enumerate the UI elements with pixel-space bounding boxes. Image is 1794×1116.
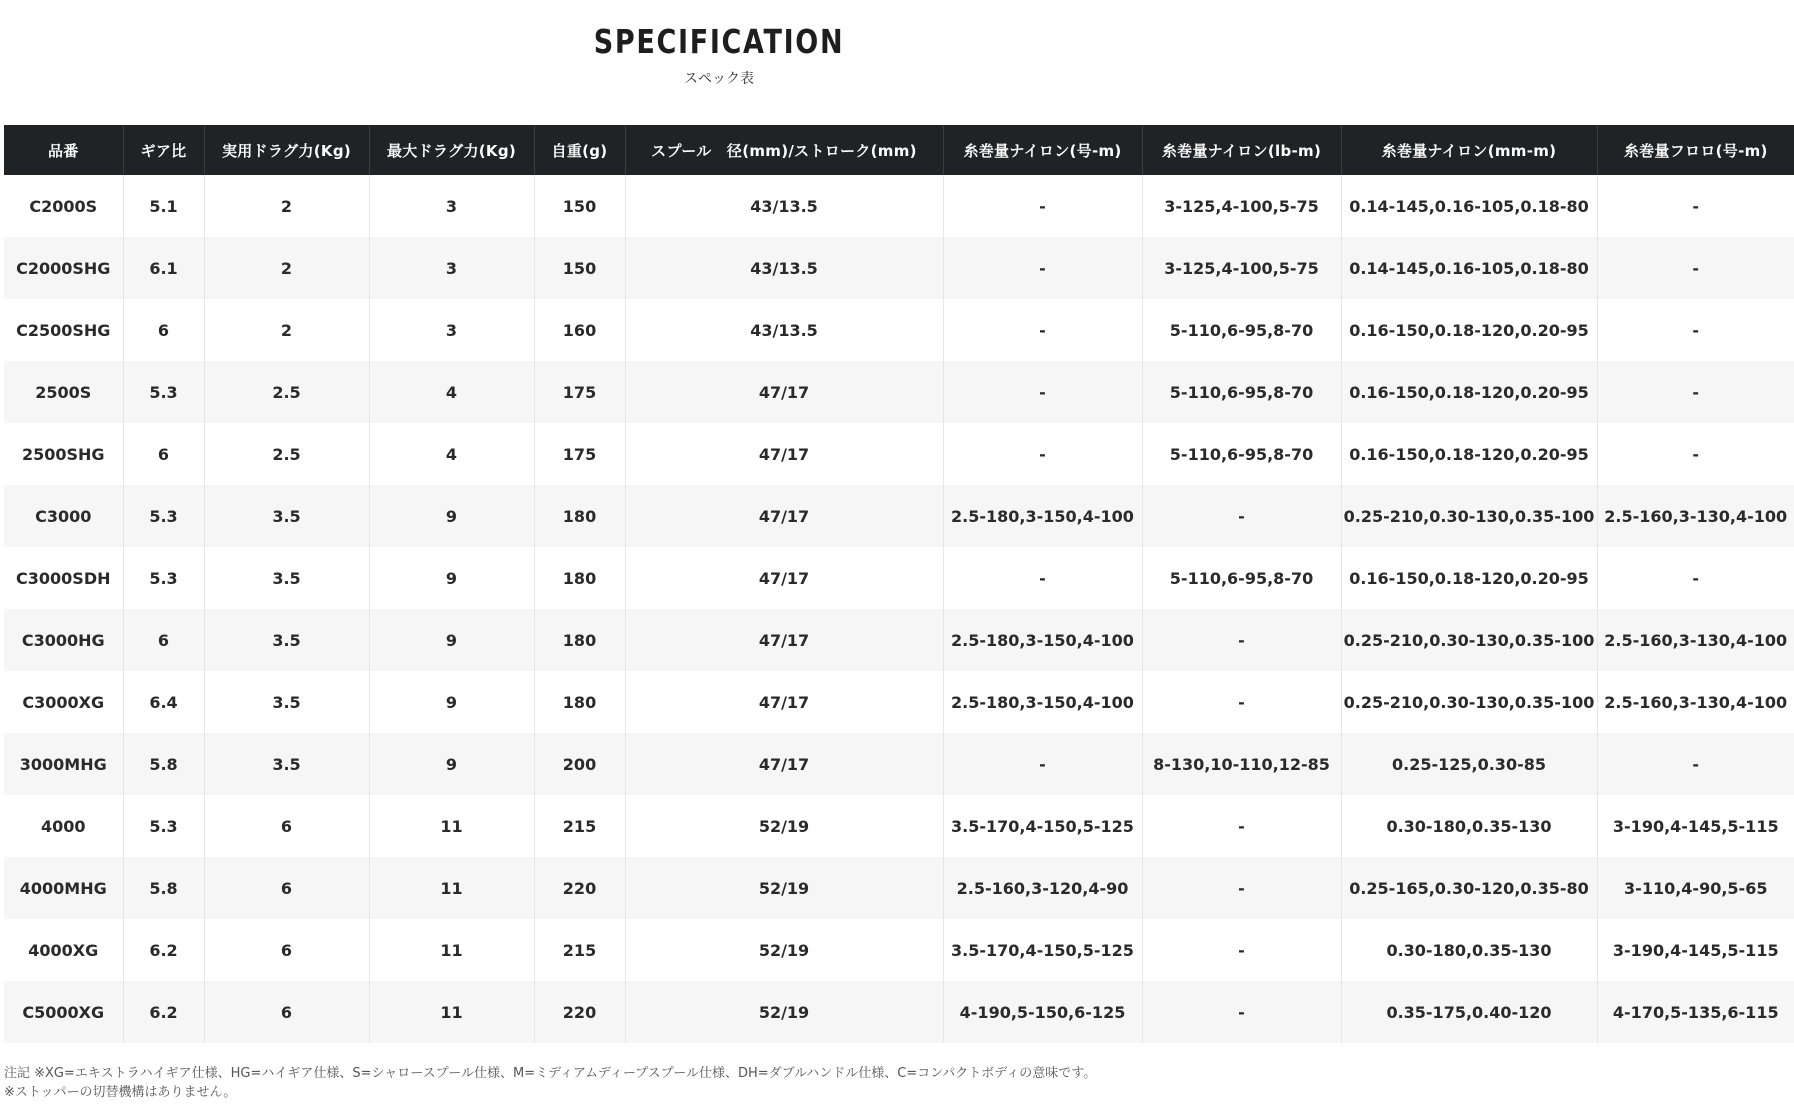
table-cell: 3.5 bbox=[204, 547, 369, 609]
table-cell: 11 bbox=[369, 981, 534, 1043]
table-cell: 150 bbox=[534, 175, 625, 237]
table-cell: 2.5-180,3-150,4-100 bbox=[943, 671, 1142, 733]
table-row bbox=[4, 547, 1794, 609]
table-cell: - bbox=[1142, 609, 1341, 671]
table-cell: 4-170,5-135,6-115 bbox=[1597, 981, 1794, 1043]
table-cell: 215 bbox=[534, 919, 625, 981]
table-cell: 3.5-170,4-150,5-125 bbox=[943, 919, 1142, 981]
table-cell: - bbox=[943, 733, 1142, 795]
table-cell: - bbox=[1142, 981, 1341, 1043]
table-cell: 6.2 bbox=[123, 981, 204, 1043]
table-cell: 9 bbox=[369, 547, 534, 609]
table-cell: 2.5-180,3-150,4-100 bbox=[943, 485, 1142, 547]
page-title: SPECIFICATION bbox=[593, 22, 845, 61]
table-cell: 215 bbox=[534, 795, 625, 857]
spec-table-container bbox=[4, 125, 1794, 1043]
table-cell: - bbox=[1142, 671, 1341, 733]
table-cell: 2.5-160,3-130,4-100 bbox=[1597, 609, 1794, 671]
table-cell: 3.5 bbox=[204, 609, 369, 671]
table-cell: 47/17 bbox=[625, 609, 943, 671]
table-row bbox=[4, 175, 1794, 237]
table-cell: 47/17 bbox=[625, 547, 943, 609]
model-cell: C2500SHG bbox=[4, 299, 123, 361]
table-row bbox=[4, 237, 1794, 299]
table-cell: 0.30-180,0.35-130 bbox=[1341, 795, 1597, 857]
table-cell: - bbox=[1142, 795, 1341, 857]
table-cell: 3.5 bbox=[204, 671, 369, 733]
table-cell: - bbox=[943, 237, 1142, 299]
table-cell: 2.5-160,3-120,4-90 bbox=[943, 857, 1142, 919]
table-cell: 0.35-175,0.40-120 bbox=[1341, 981, 1597, 1043]
model-cell: 4000MHG bbox=[4, 857, 123, 919]
table-row bbox=[4, 857, 1794, 919]
table-header-row bbox=[4, 125, 1794, 175]
column-header: 糸巻量ナイロン(lb-m) bbox=[1142, 125, 1341, 175]
table-cell: 0.16-150,0.18-120,0.20-95 bbox=[1341, 299, 1597, 361]
table-cell: 2 bbox=[204, 299, 369, 361]
table-cell: 9 bbox=[369, 671, 534, 733]
table-cell: - bbox=[1597, 237, 1794, 299]
table-row bbox=[4, 919, 1794, 981]
table-cell: 200 bbox=[534, 733, 625, 795]
model-cell: 3000MHG bbox=[4, 733, 123, 795]
table-cell: 3.5 bbox=[204, 485, 369, 547]
table-cell: 175 bbox=[534, 361, 625, 423]
column-header: スプール 径(mm)/ストローク(mm) bbox=[625, 125, 943, 175]
table-cell: 5.3 bbox=[123, 547, 204, 609]
table-cell: 180 bbox=[534, 485, 625, 547]
model-cell: C3000 bbox=[4, 485, 123, 547]
table-cell: 3 bbox=[369, 175, 534, 237]
table-cell: 0.14-145,0.16-105,0.18-80 bbox=[1341, 175, 1597, 237]
table-cell: 0.30-180,0.35-130 bbox=[1341, 919, 1597, 981]
table-cell: 9 bbox=[369, 485, 534, 547]
table-cell: 9 bbox=[369, 609, 534, 671]
table-cell: 160 bbox=[534, 299, 625, 361]
table-cell: 2.5-160,3-130,4-100 bbox=[1597, 671, 1794, 733]
table-cell: 0.25-165,0.30-120,0.35-80 bbox=[1341, 857, 1597, 919]
table-cell: 6 bbox=[204, 981, 369, 1043]
table-row bbox=[4, 795, 1794, 857]
table-row bbox=[4, 299, 1794, 361]
table-cell: 4 bbox=[369, 423, 534, 485]
table-cell: - bbox=[943, 175, 1142, 237]
model-cell: C3000XG bbox=[4, 671, 123, 733]
table-cell: 5-110,6-95,8-70 bbox=[1142, 299, 1341, 361]
table-cell: 6 bbox=[123, 609, 204, 671]
table-cell: 5.3 bbox=[123, 485, 204, 547]
table-cell: 9 bbox=[369, 733, 534, 795]
table-cell: 47/17 bbox=[625, 485, 943, 547]
table-cell: 47/17 bbox=[625, 733, 943, 795]
table-cell: 3 bbox=[369, 237, 534, 299]
table-cell: - bbox=[943, 423, 1142, 485]
note-line: 注記 ※XG=エキストラハイギア仕様、HG=ハイギア仕様、S=シャロースプール仕様、M=ミディアムディープスプール仕様、DH=ダブルハンドル仕様、C=コンパクトボディの意味です。 bbox=[4, 1066, 1097, 1081]
table-cell: - bbox=[1597, 547, 1794, 609]
table-cell: 0.16-150,0.18-120,0.20-95 bbox=[1341, 361, 1597, 423]
table-cell: 52/19 bbox=[625, 919, 943, 981]
table-row bbox=[4, 361, 1794, 423]
column-header: 糸巻量ナイロン(号-m) bbox=[943, 125, 1142, 175]
table-cell: 3-125,4-100,5-75 bbox=[1142, 237, 1341, 299]
column-header: 糸巻量ナイロン(mm-m) bbox=[1341, 125, 1597, 175]
table-cell: 11 bbox=[369, 857, 534, 919]
table-cell: - bbox=[1597, 733, 1794, 795]
table-cell: 52/19 bbox=[625, 795, 943, 857]
table-row bbox=[4, 981, 1794, 1043]
model-cell: 2500SHG bbox=[4, 423, 123, 485]
table-cell: 3.5 bbox=[204, 733, 369, 795]
table-cell: 47/17 bbox=[625, 671, 943, 733]
table-cell: - bbox=[1142, 485, 1341, 547]
table-cell: 5.8 bbox=[123, 857, 204, 919]
table-cell: 6 bbox=[123, 423, 204, 485]
table-row bbox=[4, 671, 1794, 733]
table-cell: 6.4 bbox=[123, 671, 204, 733]
table-cell: 43/13.5 bbox=[625, 237, 943, 299]
table-cell: 5.3 bbox=[123, 361, 204, 423]
model-cell: 4000 bbox=[4, 795, 123, 857]
table-cell: 6.1 bbox=[123, 237, 204, 299]
table-cell: 5.8 bbox=[123, 733, 204, 795]
table-cell: 5-110,6-95,8-70 bbox=[1142, 361, 1341, 423]
table-cell: 6 bbox=[123, 299, 204, 361]
table-cell: - bbox=[943, 547, 1142, 609]
table-cell: 11 bbox=[369, 919, 534, 981]
table-cell: 43/13.5 bbox=[625, 299, 943, 361]
column-header: 実用ドラグ力(Kg) bbox=[204, 125, 369, 175]
spec-table bbox=[4, 125, 1794, 1043]
table-row bbox=[4, 733, 1794, 795]
table-cell: 47/17 bbox=[625, 361, 943, 423]
table-cell: 0.16-150,0.18-120,0.20-95 bbox=[1341, 547, 1597, 609]
table-cell: 6 bbox=[204, 857, 369, 919]
table-cell: 8-130,10-110,12-85 bbox=[1142, 733, 1341, 795]
table-cell: - bbox=[943, 361, 1142, 423]
table-cell: 52/19 bbox=[625, 857, 943, 919]
table-cell: - bbox=[1597, 423, 1794, 485]
column-header: 糸巻量フロロ(号-m) bbox=[1597, 125, 1794, 175]
column-header: ギア比 bbox=[123, 125, 204, 175]
table-cell: 47/17 bbox=[625, 423, 943, 485]
table-cell: - bbox=[1597, 175, 1794, 237]
table-cell: 2 bbox=[204, 237, 369, 299]
table-cell: 150 bbox=[534, 237, 625, 299]
table-cell: 0.14-145,0.16-105,0.18-80 bbox=[1341, 237, 1597, 299]
table-cell: - bbox=[1597, 361, 1794, 423]
table-cell: - bbox=[1597, 299, 1794, 361]
model-cell: 2500S bbox=[4, 361, 123, 423]
model-cell: C2000SHG bbox=[4, 237, 123, 299]
table-cell: 5-110,6-95,8-70 bbox=[1142, 547, 1341, 609]
table-cell: 3-110,4-90,5-65 bbox=[1597, 857, 1794, 919]
note-line: ※ストッパーの切替機構はありません。 bbox=[4, 1085, 237, 1100]
table-row bbox=[4, 423, 1794, 485]
table-cell: - bbox=[1142, 919, 1341, 981]
table-cell: 2.5 bbox=[204, 423, 369, 485]
table-cell: 4 bbox=[369, 361, 534, 423]
table-cell: 6 bbox=[204, 919, 369, 981]
table-body bbox=[4, 175, 1794, 1043]
table-cell: 6.2 bbox=[123, 919, 204, 981]
table-cell: 180 bbox=[534, 547, 625, 609]
model-cell: C2000S bbox=[4, 175, 123, 237]
table-cell: 2.5-180,3-150,4-100 bbox=[943, 609, 1142, 671]
table-cell: 5.1 bbox=[123, 175, 204, 237]
table-cell: - bbox=[1142, 857, 1341, 919]
table-cell: 0.25-210,0.30-130,0.35-100 bbox=[1341, 609, 1597, 671]
model-cell: C5000XG bbox=[4, 981, 123, 1043]
column-header: 品番 bbox=[4, 125, 123, 175]
table-cell: 4-190,5-150,6-125 bbox=[943, 981, 1142, 1043]
table-cell: 5-110,6-95,8-70 bbox=[1142, 423, 1341, 485]
column-header: 自重(g) bbox=[534, 125, 625, 175]
table-cell: 2.5 bbox=[204, 361, 369, 423]
table-cell: 2 bbox=[204, 175, 369, 237]
model-cell: C3000HG bbox=[4, 609, 123, 671]
table-cell: 11 bbox=[369, 795, 534, 857]
table-cell: 3.5-170,4-150,5-125 bbox=[943, 795, 1142, 857]
model-cell: C3000SDH bbox=[4, 547, 123, 609]
table-cell: 43/13.5 bbox=[625, 175, 943, 237]
table-cell: 3-190,4-145,5-115 bbox=[1597, 919, 1794, 981]
table-cell: 3-190,4-145,5-115 bbox=[1597, 795, 1794, 857]
table-cell: 0.25-125,0.30-85 bbox=[1341, 733, 1597, 795]
table-cell: 220 bbox=[534, 981, 625, 1043]
table-cell: - bbox=[943, 299, 1142, 361]
table-cell: 5.3 bbox=[123, 795, 204, 857]
spec-heading bbox=[0, 22, 1438, 88]
table-cell: 0.25-210,0.30-130,0.35-100 bbox=[1341, 485, 1597, 547]
table-cell: 175 bbox=[534, 423, 625, 485]
table-cell: 3 bbox=[369, 299, 534, 361]
table-row bbox=[4, 609, 1794, 671]
table-cell: 3-125,4-100,5-75 bbox=[1142, 175, 1341, 237]
notes bbox=[4, 1064, 1096, 1102]
table-cell: 2.5-160,3-130,4-100 bbox=[1597, 485, 1794, 547]
table-cell: 0.25-210,0.30-130,0.35-100 bbox=[1341, 671, 1597, 733]
table-cell: 180 bbox=[534, 671, 625, 733]
table-cell: 220 bbox=[534, 857, 625, 919]
table-cell: 0.16-150,0.18-120,0.20-95 bbox=[1341, 423, 1597, 485]
table-cell: 6 bbox=[204, 795, 369, 857]
table-cell: 180 bbox=[534, 609, 625, 671]
table-row bbox=[4, 485, 1794, 547]
model-cell: 4000XG bbox=[4, 919, 123, 981]
page-subtitle: スペック表 bbox=[684, 71, 754, 87]
table-cell: 52/19 bbox=[625, 981, 943, 1043]
column-header: 最大ドラグ力(Kg) bbox=[369, 125, 534, 175]
